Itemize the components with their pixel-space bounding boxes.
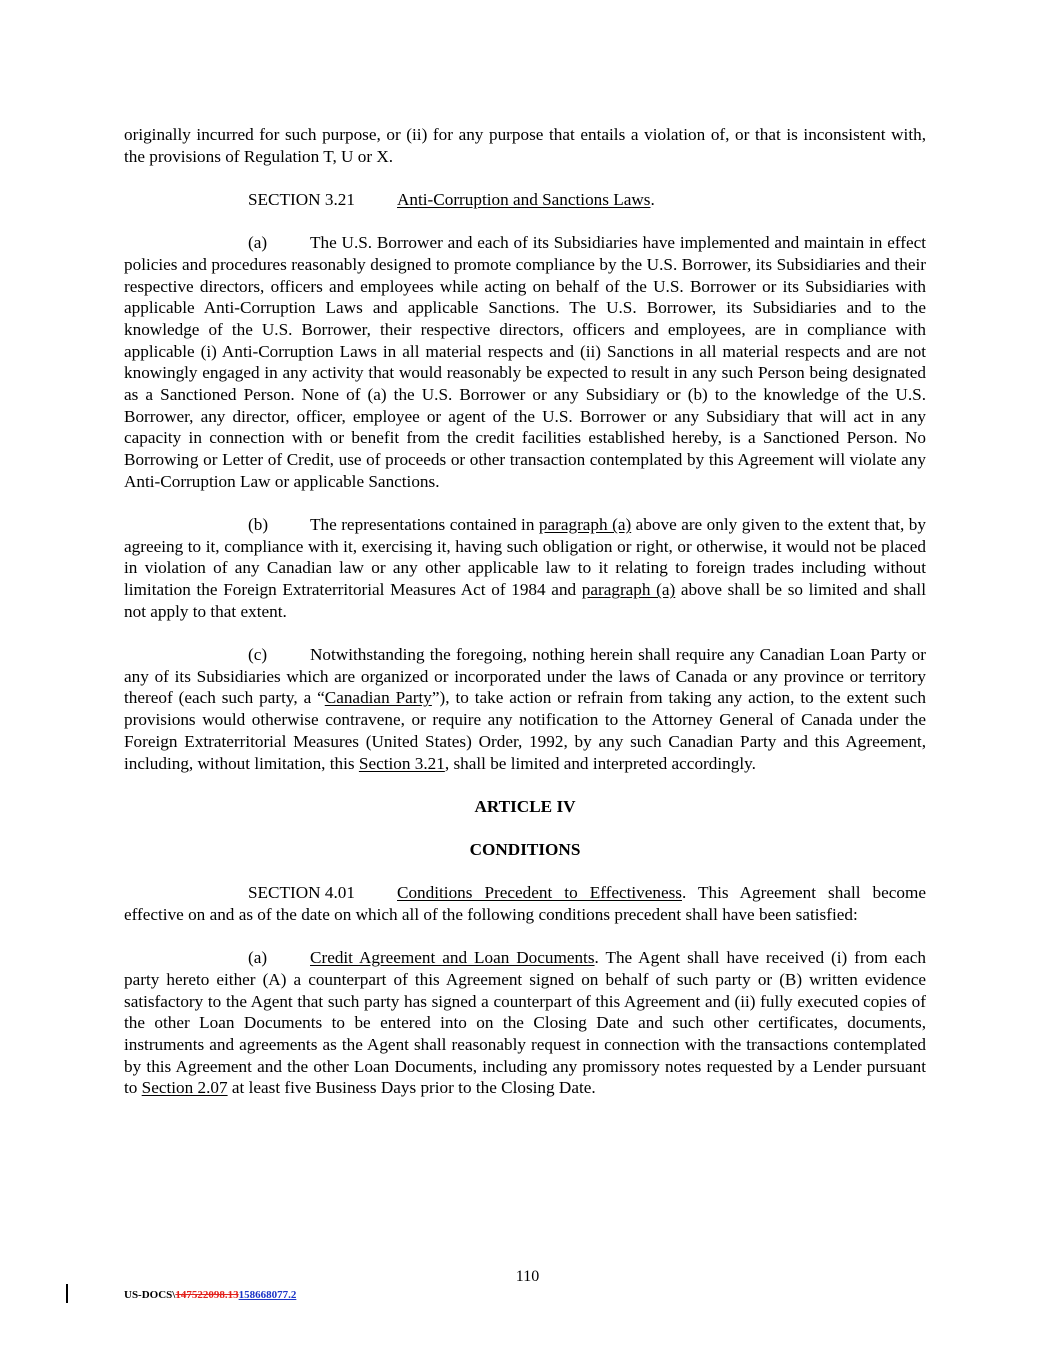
paragraph-label: (a) <box>248 948 268 968</box>
document-id-footer: US-DOCS\147522098.13158668077.2 <box>124 1289 297 1301</box>
paragraph-label: (b) <box>248 515 269 535</box>
article-heading: ARTICLE IV <box>474 796 576 816</box>
section-title: Conditions Precedent to Effectiveness <box>397 883 682 903</box>
section-3-21-heading: SECTION 3.21 Anti-Corruption and Sanctions Laws. <box>248 189 655 209</box>
paragraph-a: (a) The U.S. Borrower and each of its Subsidiaries have implemented and maintain in effect policies and procedures reasonably designed to promote compliance by the U.S. Borrower, its Subsidiaries and their respective directors, officers and employees while acting on behalf of the U.S. Borrower or its Subsidiaries with applicable Anti-Corruption Laws and applicable Sanctions. The U.S. Borrower, its Subsidiaries and to the knowledge of the U.S. Borrower, their respective directors, officers and employees, are in compliance with applicable (i) Anti-Corruption Laws in all material respects and (ii) Sanctions in all material respects and are not knowingly engaged in any activity that would reasonably be expected to result in any such Person being designated as a Sanctioned Person. None of (a) the U.S. Borrower or any Subsidiary or (b) to the knowledge of the U.S. Borrower, any director, officer, employee or agent of the U.S. Borrower or any Subsidiary that will act in any capacity in connection with or benefit from the credit facilities established hereby, is a Sanctioned Person. No Borrowing or Letter of Credit, use of proceeds or other transaction contemplated by this Agreement will violate any Anti-Corruption Law or applicable Sanctions. <box>124 233 926 491</box>
deleted-doc-id: 147522098.13 <box>175 1289 239 1301</box>
section-title: Anti-Corruption and Sanctions Laws <box>397 189 651 209</box>
cross-reference: paragraph (a) <box>581 580 676 600</box>
change-bar <box>66 1284 68 1303</box>
section-number: SECTION 4.01 <box>248 883 355 903</box>
continued-paragraph: originally incurred for such purpose, or (ii) for any purpose that entails a violation of, or that is inconsistent with, the provisions of Regulation T, U or X. <box>124 125 926 166</box>
paragraph-c: (c) Notwithstanding the foregoing, nothing herein shall require any Canadian Loan Party or any of its Subsidiaries which are organized or incorporated under the laws of Canada or any province or territory thereof (each such party, a “Canadian Party”), to take action or refrain from taking any action, to the extent such provisions would otherwise contravene, or require any notification to the Attorney General of Canada under the Foreign Extraterritorial Measures (United States) Order, 1992, by any such Canadian Party and this Agreement, including, without limitation, this Section 3.21, shall be limited and interpreted accordingly. <box>124 645 926 773</box>
paragraph-label: (a) <box>248 233 268 253</box>
section-4-01: SECTION 4.01 Conditions Precedent to Effectiveness. This Agreement shall become effective on and as of the date on which all of the following conditions precedent shall have been satisfied: <box>124 883 926 924</box>
cross-reference: Section 2.07 <box>141 1078 228 1098</box>
defined-term: Canadian Party <box>324 688 432 708</box>
section-4-01-paragraph-a: (a) Credit Agreement and Loan Documents. The Agent shall have received (i) from each party hereto either (A) a counterpart of this Agreement signed on behalf of such party or (B) written evidence satisfactory to the Agent that such party has signed a counterpart of this Agreement and (ii) fully executed copies of the other Loan Documents to be entered into on the Closing Date and such other certificates, documents, instruments and agreements as the Agent shall reasonably request in connection with the transactions contemplated by this Agreement and the other Loan Documents, including any promissory notes requested by a Lender pursuant to Section 2.07 at least five Business Days prior to the Closing Date. <box>124 948 927 1098</box>
document-body <box>124 124 926 1099</box>
cross-reference: Section 3.21 <box>358 753 445 773</box>
article-title: CONDITIONS <box>469 839 581 859</box>
inserted-doc-id: 158668077.2 <box>238 1289 297 1301</box>
page-number: 110 <box>515 1268 540 1285</box>
paragraph-label: (c) <box>248 645 268 665</box>
section-number: SECTION 3.21 <box>248 189 355 209</box>
cross-reference: paragraph (a) <box>538 515 632 535</box>
paragraph-title: Credit Agreement and Loan Documents <box>310 948 595 968</box>
paragraph-b: (b) The representations contained in paragraph (a) above are only given to the extent that, by agreeing to it, compliance with it, exercising it, having such obligation or right, or otherwise, it would not be placed in violation of any Canadian law or any other applicable law to it relating to foreign trades including without limitation the Foreign Extraterritorial Measures Act of 1984 and paragraph (a) above shall be so limited and shall not apply to that extent. <box>124 515 926 621</box>
